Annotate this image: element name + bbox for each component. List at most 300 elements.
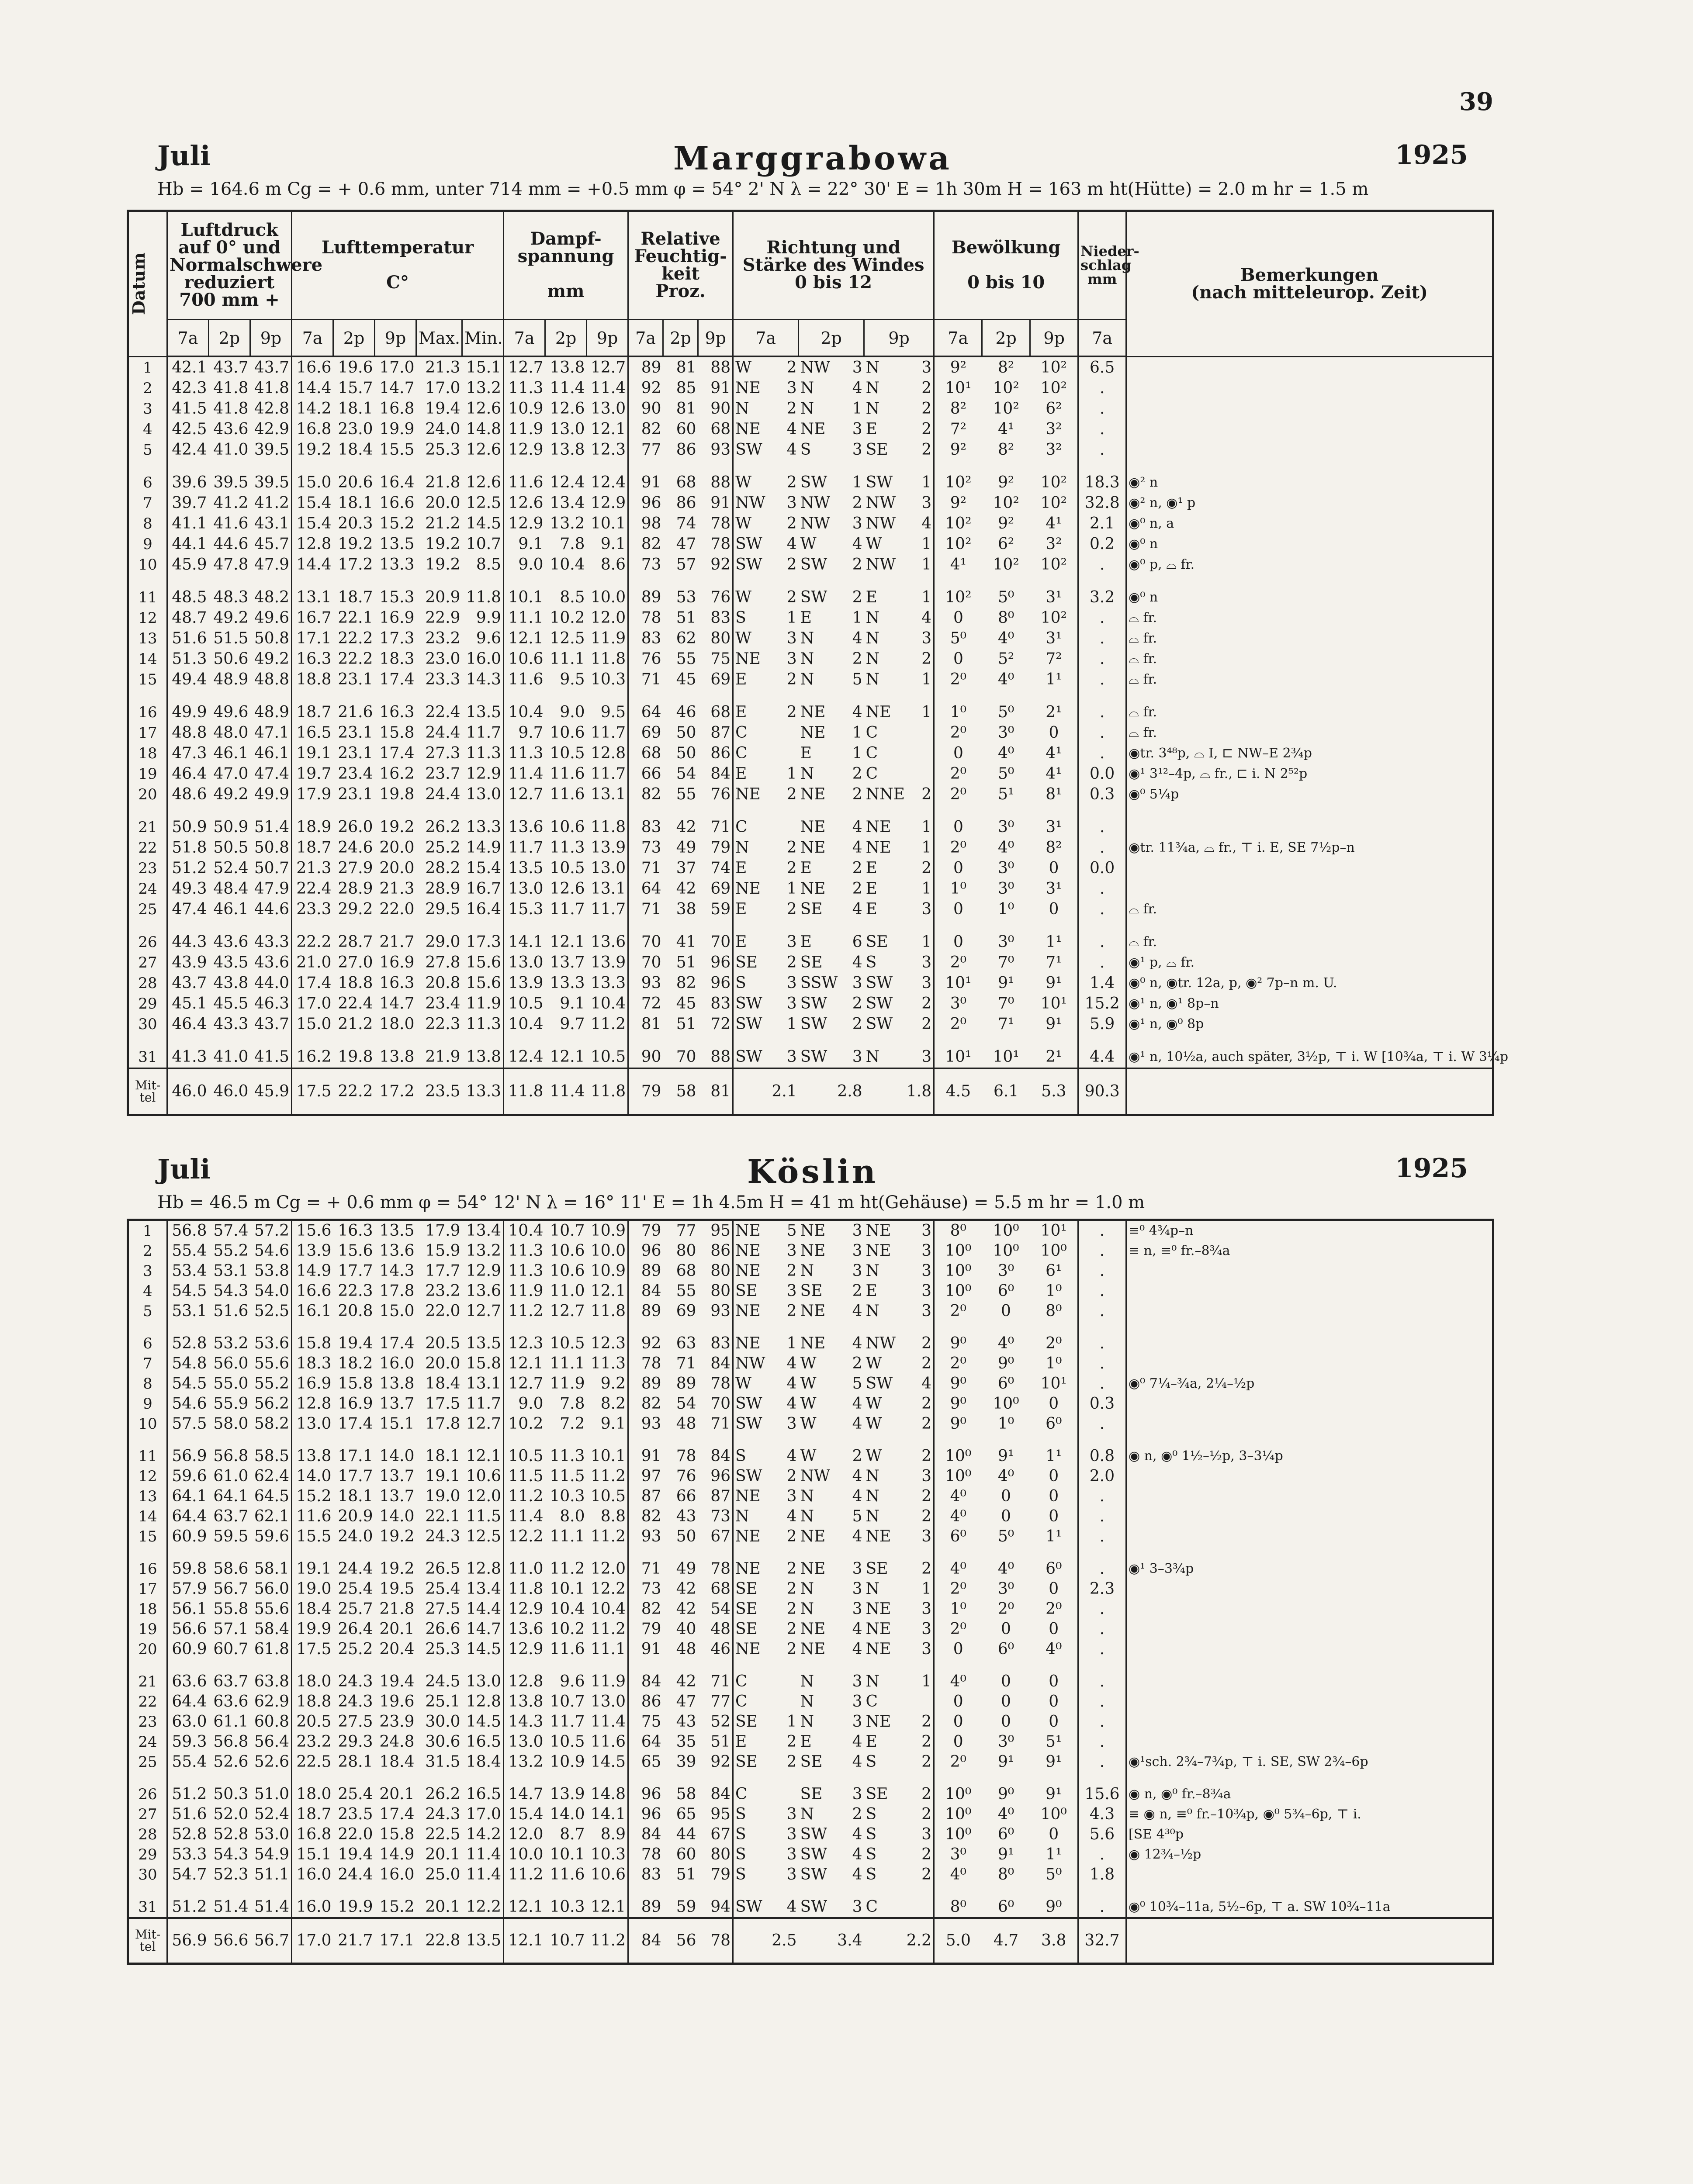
vapor-pressure-value: 13.9 (550, 1785, 585, 1803)
table-row (128, 493, 1493, 513)
vapor-pressure-value: 10.9 (504, 398, 545, 419)
wind-direction: NE (800, 839, 826, 857)
wind-force: 4 (852, 1527, 862, 1545)
pressure-value: 52.4 (254, 1805, 289, 1823)
temperature-value: 16.2 (292, 1047, 333, 1068)
spacer-cell (545, 1885, 587, 1897)
wind-direction: E (733, 899, 777, 919)
humidity-value: 75 (628, 1712, 663, 1732)
precipitation-value: . (1078, 1672, 1126, 1692)
cloud-cover-value: 3⁰ (997, 933, 1014, 951)
vapor-pressure-value: 7.8 (560, 1395, 585, 1413)
humidity-value: 55 (676, 1282, 696, 1300)
spacer-cell (209, 1659, 250, 1672)
spacer-cell (864, 1659, 912, 1672)
wind-force: 2 (852, 1805, 862, 1823)
pressure-value: 41.2 (213, 494, 249, 512)
wind-force (777, 817, 799, 838)
precipitation-value: . (1078, 1639, 1126, 1659)
wind-direction: NW (866, 1334, 896, 1352)
wind-force: 3 (852, 1693, 862, 1711)
temperature-value: 13.3 (466, 818, 502, 836)
vapor-pressure-value: 9.7 (504, 723, 545, 743)
vapor-pressure-value: 9.0 (560, 703, 585, 722)
table-row (128, 1825, 1493, 1845)
day-number: 18 (128, 743, 167, 764)
spacer-cell (128, 919, 167, 932)
temperature-value: 25.4 (425, 1580, 460, 1598)
wind-force: 4 (852, 1334, 862, 1352)
pressure-value: 51.8 (167, 838, 209, 858)
year-label: 1925 (1395, 140, 1468, 170)
wind-direction: S (866, 1866, 877, 1883)
humidity-value: 96 (710, 954, 731, 972)
vapor-pressure-value: 10.9 (590, 1222, 626, 1240)
spacer-cell (545, 1034, 587, 1047)
vapor-pressure-value: 11.4 (504, 1507, 545, 1527)
wind-force: 3 (786, 933, 797, 951)
vapor-pressure-value: 12.2 (590, 1580, 626, 1598)
temperature-value: 20.0 (425, 494, 460, 512)
cloud-cover-value: 9¹ (997, 1447, 1014, 1465)
vapor-pressure-value: 12.5 (550, 629, 585, 647)
spacer-cell (292, 1885, 333, 1897)
spacer-cell (698, 805, 733, 817)
temperature-value: 19.0 (292, 1579, 333, 1599)
wind-direction: N (866, 1673, 879, 1690)
remarks (1126, 1486, 1493, 1507)
vapor-pressure-value: 14.8 (590, 1785, 626, 1803)
vapor-pressure-value: 10.1 (590, 1447, 626, 1465)
spacer-cell (1078, 1434, 1126, 1446)
temperature-value: 24.4 (425, 724, 460, 742)
vapor-pressure-value: 13.0 (504, 953, 545, 973)
wind-direction: S (866, 954, 877, 972)
pressure-value: 47.4 (167, 899, 209, 919)
cloud-cover-value: 4¹ (1046, 514, 1062, 532)
mean-humidity: 84 (628, 1918, 663, 1964)
vapor-pressure-value: 13.1 (590, 879, 626, 898)
precipitation-value: . (1078, 1845, 1126, 1865)
temperature-value: 22.9 (425, 608, 460, 627)
remarks (1126, 1579, 1493, 1599)
vapor-pressure-value: 10.1 (550, 1580, 585, 1598)
temperature-value: 9.9 (476, 608, 502, 627)
cloud-cover-value: 1¹ (1046, 1527, 1062, 1545)
day-number: 30 (128, 1865, 167, 1885)
wind-direction: SE (733, 1619, 777, 1639)
humidity-value: 42 (676, 1580, 696, 1598)
wind-direction: S (866, 1805, 877, 1823)
wind-force: 2 (921, 1395, 931, 1413)
pressure-value: 50.8 (254, 629, 290, 647)
pressure-value: 42.8 (254, 399, 290, 418)
wind-direction: C (733, 1672, 777, 1692)
table-row (128, 1559, 1493, 1579)
wind-direction: S (733, 1446, 777, 1466)
humidity-value: 43 (676, 1713, 696, 1731)
pressure-value: 51.4 (254, 818, 290, 836)
table-row (128, 398, 1493, 419)
spacer-cell (698, 919, 733, 932)
wind-force: 4 (852, 1753, 862, 1771)
wind-force: 1 (852, 744, 862, 762)
wind-direction: NW (800, 494, 831, 512)
humidity-value: 92 (710, 1753, 731, 1771)
temperature-value: 18.1 (338, 399, 373, 418)
spacer-cell (628, 805, 663, 817)
cloud-cover-value: 6⁰ (997, 1640, 1014, 1658)
humidity-value: 54 (676, 764, 696, 783)
spacer-cell (292, 1434, 333, 1446)
humidity-value: 78 (628, 608, 663, 629)
pressure-value: 41.0 (213, 440, 249, 459)
humidity-value: 48 (676, 1415, 696, 1433)
table-row (128, 1639, 1493, 1659)
pressure-value: 53.2 (213, 1334, 249, 1352)
cloud-cover-value: 0 (1001, 1302, 1011, 1320)
precipitation-value: 15.2 (1078, 994, 1126, 1014)
spacer-cell (167, 575, 209, 587)
temperature-value: 12.8 (292, 534, 333, 554)
spacer-cell (1126, 1321, 1493, 1334)
spacer-cell (545, 690, 587, 702)
temperature-value: 16.6 (379, 494, 415, 512)
temperature-value: 25.7 (338, 1600, 373, 1618)
pressure-value: 61.0 (213, 1467, 249, 1485)
subheader-12: 2p (663, 319, 698, 356)
table-row (128, 1865, 1493, 1885)
spacer-cell (628, 575, 663, 587)
mean-pressure: 45.9 (250, 1068, 292, 1115)
wind-force: 3 (852, 358, 862, 377)
humidity-value: 89 (628, 1301, 663, 1321)
temperature-value: 23.1 (338, 670, 373, 688)
spacer-cell (375, 919, 416, 932)
cloud-cover-value: 3⁰ (997, 859, 1014, 878)
wind-direction: E (866, 1733, 877, 1751)
precipitation-value: . (1078, 1507, 1126, 1527)
vapor-pressure-value: 11.0 (550, 1282, 585, 1300)
pressure-value: 41.6 (213, 514, 249, 532)
vapor-pressure-value: 8.7 (560, 1825, 585, 1843)
vapor-pressure-value: 13.0 (504, 879, 545, 899)
cloud-cover-value: 4⁰ (997, 1560, 1014, 1578)
spacer-cell (842, 805, 864, 817)
temperature-value: 18.4 (425, 1375, 460, 1393)
vapor-pressure-value: 12.6 (504, 493, 545, 513)
humidity-value: 66 (628, 764, 663, 784)
humidity-value: 71 (710, 818, 731, 836)
temperature-value: 13.1 (466, 1375, 501, 1393)
wind-direction: NE (733, 1527, 777, 1547)
cloud-cover-value: 3⁰ (997, 1733, 1014, 1751)
vapor-pressure-value: 13.0 (590, 1693, 626, 1711)
pressure-value: 42.3 (167, 378, 209, 398)
temperature-value: 17.4 (379, 744, 415, 762)
cloud-cover-value: 5⁰ (934, 628, 982, 649)
wind-direction: N (800, 1805, 814, 1823)
temperature-value: 12.5 (466, 1527, 501, 1545)
humidity-value: 87 (628, 1486, 663, 1507)
temperature-value: 16.8 (292, 419, 333, 439)
wind-force: 2 (786, 1640, 797, 1658)
wind-force: 2 (921, 995, 932, 1013)
total-precipitation: 32.7 (1078, 1918, 1126, 1964)
precipitation-value: . (1078, 1261, 1126, 1281)
humidity-value: 93 (710, 440, 731, 459)
humidity-value: 76 (676, 1467, 696, 1485)
wind-direction: E (866, 879, 877, 898)
spacer-cell (333, 575, 375, 587)
pressure-value: 58.0 (213, 1415, 249, 1433)
humidity-value: 70 (710, 933, 731, 951)
table-row (128, 1752, 1493, 1772)
spacer-cell (777, 690, 799, 702)
wind-direction: N (866, 629, 880, 647)
vapor-pressure-value: 10.2 (504, 1414, 545, 1434)
vapor-pressure-value: 11.2 (550, 1560, 585, 1578)
precipitation-value: . (1078, 817, 1126, 838)
col-group-rel: Relative Feuchtig-keit Proz. (628, 211, 733, 320)
wind-force: 3 (786, 379, 797, 397)
vapor-pressure-value: 11.2 (504, 1865, 545, 1885)
wind-direction: N (866, 358, 880, 377)
precipitation-value: 0.0 (1078, 858, 1126, 879)
total-precipitation: 90.3 (1078, 1068, 1126, 1115)
pressure-value: 45.7 (254, 535, 290, 553)
wind-direction: SW (866, 1015, 893, 1033)
wind-force: 4 (786, 440, 797, 459)
spacer-cell (167, 1321, 209, 1334)
pressure-value: 41.2 (254, 494, 290, 512)
mean-humidity: 78 (698, 1918, 733, 1964)
spacer-cell (209, 919, 250, 932)
spacer-cell (864, 1885, 912, 1897)
pressure-value: 44.6 (213, 535, 249, 553)
cloud-cover-value: 2⁰ (934, 669, 982, 690)
temperature-value: 19.2 (425, 535, 460, 553)
vapor-pressure-value: 11.1 (504, 608, 545, 629)
temperature-value: 15.5 (292, 1527, 333, 1547)
vapor-pressure-value: 12.9 (590, 494, 626, 512)
humidity-value: 38 (676, 900, 696, 918)
vapor-pressure-value: 12.1 (590, 420, 626, 438)
spacer-cell (733, 1885, 777, 1897)
spacer-cell (128, 1659, 167, 1672)
remarks: ⌓ fr. (1126, 702, 1493, 723)
wind-force: 4 (786, 535, 797, 553)
humidity-value: 84 (710, 1355, 731, 1372)
spacer-cell (628, 460, 663, 473)
spacer-cell (698, 1034, 733, 1047)
spacer-cell (167, 1772, 209, 1784)
temperature-value: 17.5 (292, 1639, 333, 1659)
humidity-value: 79 (628, 1220, 663, 1241)
spacer-cell (504, 690, 545, 702)
spacer-cell (842, 1547, 864, 1559)
vapor-pressure-value: 12.9 (504, 439, 545, 460)
vapor-pressure-value: 12.7 (504, 356, 545, 378)
vapor-pressure-value: 8.5 (560, 588, 585, 607)
pressure-value: 46.3 (254, 995, 290, 1013)
wind-direction: E (800, 608, 812, 627)
humidity-value: 93 (628, 1527, 663, 1547)
vapor-pressure-value: 11.7 (590, 900, 626, 918)
vapor-pressure-value: 11.2 (504, 1486, 545, 1507)
spacer-cell (934, 575, 982, 587)
pressure-value: 56.0 (254, 1580, 289, 1598)
wind-direction: W (733, 356, 777, 378)
wind-direction: C (866, 724, 878, 742)
spacer-cell (1078, 1885, 1126, 1897)
table-row (128, 1374, 1493, 1394)
pressure-value: 51.5 (213, 629, 249, 647)
wind-direction: N (866, 1580, 879, 1598)
remarks (1126, 1068, 1493, 1115)
vapor-pressure-value: 10.5 (550, 1334, 585, 1352)
spacer-cell (587, 460, 628, 473)
humidity-value: 42 (676, 818, 696, 836)
pressure-value: 48.5 (167, 587, 209, 608)
humidity-value: 89 (628, 587, 663, 608)
temperature-value: 16.0 (379, 1866, 415, 1883)
vapor-pressure-value: 10.0 (504, 1845, 545, 1865)
day-number: 9 (128, 1394, 167, 1414)
cloud-cover-value: 2⁰ (1046, 1334, 1062, 1352)
spacer-cell (628, 1659, 663, 1672)
pressure-value: 43.7 (213, 358, 249, 377)
humidity-value: 83 (710, 1334, 731, 1352)
spacer-cell (504, 1321, 545, 1334)
humidity-value: 80 (710, 1282, 731, 1300)
vapor-pressure-value: 10.3 (550, 1898, 585, 1916)
temperature-value: 11.6 (292, 1507, 333, 1527)
subheader-bew-1: 2p (982, 319, 1030, 356)
humidity-value: 97 (628, 1466, 663, 1486)
cloud-cover-value: 0 (934, 608, 982, 629)
cloud-cover-value: 10⁰ (934, 1261, 982, 1281)
pressure-value: 46.1 (254, 744, 290, 762)
spacer-cell (698, 1434, 733, 1446)
temperature-value: 16.0 (379, 1355, 415, 1372)
cloud-cover-value: 9¹ (997, 1845, 1014, 1863)
spacer-cell (777, 1885, 799, 1897)
pressure-value: 64.5 (254, 1487, 289, 1505)
pressure-value: 48.9 (213, 670, 249, 688)
wind-force: 2 (852, 588, 862, 607)
humidity-value: 74 (710, 859, 731, 878)
cloud-cover-value: 10⁰ (934, 1281, 982, 1301)
pressure-value: 56.8 (213, 1447, 249, 1465)
wind-force: 2 (786, 1753, 797, 1771)
wind-force: 2 (786, 785, 797, 803)
temperature-value: 23.2 (425, 629, 460, 647)
table-row (128, 1692, 1493, 1712)
precipitation-value: 2.1 (1078, 513, 1126, 534)
vapor-pressure-value: 12.0 (590, 1560, 626, 1578)
spacer-cell (504, 919, 545, 932)
cloud-cover-value: 2⁰ (997, 1600, 1014, 1618)
temperature-value: 28.7 (338, 933, 373, 951)
mean-label: Mit- tel (128, 1918, 167, 1964)
spacer-cell (982, 1659, 1030, 1672)
vapor-pressure-value: 11.0 (504, 1559, 545, 1579)
wind-direction: SE (866, 440, 888, 459)
spacer-cell (733, 1659, 777, 1672)
precipitation-value: 1.8 (1078, 1865, 1126, 1885)
wind-direction: SE (733, 1712, 777, 1732)
precipitation-value: 15.6 (1078, 1784, 1126, 1804)
vapor-pressure-value: 11.5 (550, 1467, 585, 1485)
wind-force: 2 (852, 650, 862, 668)
temperature-value: 18.7 (292, 838, 333, 858)
temperature-value: 15.5 (379, 440, 415, 459)
vapor-pressure-value: 14.0 (550, 1805, 585, 1823)
spacer-cell (292, 1547, 333, 1559)
vapor-pressure-value: 11.9 (550, 1375, 585, 1393)
humidity-value: 82 (628, 1599, 663, 1619)
wind-direction: NE (733, 1241, 777, 1261)
humidity-value: 70 (710, 1395, 731, 1413)
vapor-pressure-value: 11.1 (550, 1355, 585, 1372)
pressure-value: 41.0 (213, 1048, 249, 1066)
col-group-luftdruck: Luftdruck auf 0° und Normalschwere reduziert 700 mm + (167, 211, 292, 320)
temperature-value: 14.5 (466, 1640, 501, 1658)
humidity-value: 89 (628, 1261, 663, 1281)
vapor-pressure-value: 10.4 (550, 555, 585, 574)
vapor-pressure-value: 13.0 (590, 859, 626, 878)
temperature-value: 26.0 (338, 818, 373, 836)
temperature-value: 12.1 (466, 1447, 501, 1465)
humidity-value: 96 (628, 1241, 663, 1261)
spacer-cell (209, 1434, 250, 1446)
precipitation-value: . (1078, 1527, 1126, 1547)
cloud-cover-value: 10² (993, 379, 1019, 397)
wind-direction: E (866, 1282, 877, 1300)
temperature-value: 24.0 (338, 1527, 373, 1545)
temperature-value: 17.8 (425, 1415, 460, 1433)
wind-direction: N (733, 838, 777, 858)
vapor-pressure-value: 14.3 (504, 1712, 545, 1732)
temperature-value: 22.3 (338, 1282, 373, 1300)
precipitation-value: 0.8 (1078, 1446, 1126, 1466)
vapor-pressure-value: 12.1 (504, 628, 545, 649)
spacer-cell (912, 805, 934, 817)
temperature-value: 16.5 (466, 1785, 501, 1803)
table-row (128, 378, 1493, 398)
day-number: 3 (128, 1261, 167, 1281)
cloud-cover-value: 10² (993, 555, 1019, 574)
temperature-value: 17.3 (379, 629, 415, 647)
humidity-value: 84 (628, 1825, 663, 1845)
day-number: 20 (128, 784, 167, 805)
cloud-cover-value: 0 (1049, 859, 1059, 878)
pressure-value: 51.0 (254, 1785, 289, 1803)
mean-cloud-cover: 5.0 (934, 1918, 982, 1964)
spacer-cell (1126, 1885, 1493, 1897)
temperature-value: 22.0 (425, 1302, 460, 1320)
pressure-value: 47.8 (213, 555, 249, 574)
wind-force: 4 (852, 1302, 862, 1320)
subheader-6: Max. (416, 319, 462, 356)
datum-label: Datum (129, 252, 149, 315)
spacer-cell (628, 1547, 663, 1559)
wind-force: 4 (852, 1640, 862, 1658)
humidity-value: 96 (710, 974, 731, 992)
spacer-cell (698, 690, 733, 702)
temperature-value: 11.5 (466, 1507, 501, 1525)
